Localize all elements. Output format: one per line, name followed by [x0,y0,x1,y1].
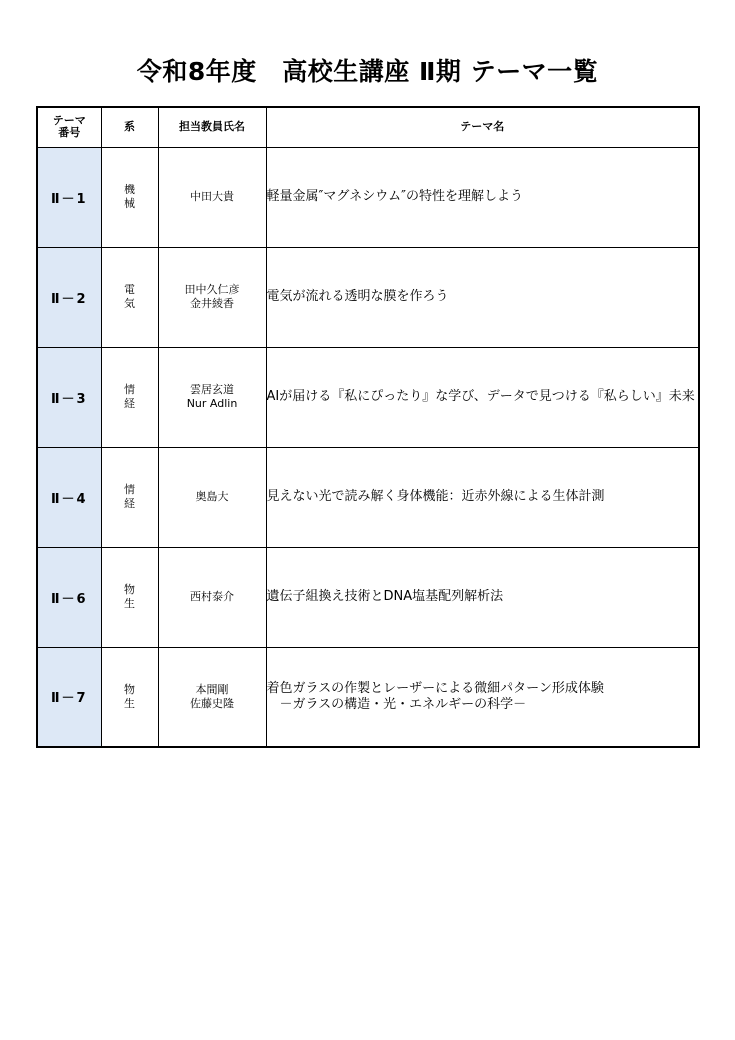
teacher-name: 西村泰介 [190,590,234,603]
kei-cell [101,147,158,247]
page-title: 令和8年度 高校生講座 Ⅱ期 テーマ一覧 [136,57,599,86]
kei-char: 物 [124,682,135,696]
teacher-cell [158,447,266,547]
table-row [37,347,699,447]
teacher-cell [158,247,266,347]
header-theme-name: テーマ名 [266,107,699,147]
kei-char: 機 [124,183,135,196]
header-theme-number-line1: テーマ [52,114,86,128]
header-row [37,107,699,147]
kei-char: 物 [124,583,135,596]
kei-char: 生 [124,696,135,710]
theme-name-cell [266,347,699,447]
teacher-name: 田中久仁彦 [184,283,240,296]
kei-cell [101,247,158,347]
theme-name-line: 電気が流れる透明な膜を作ろう [266,289,449,304]
theme-number-cell: Ⅱ－6 [37,547,101,647]
kei-char: 情 [124,483,135,496]
table-row [37,647,699,747]
kei-cell [101,347,158,447]
teacher-name: 金井綾香 [190,297,234,310]
theme-name-cell [266,647,699,747]
kei-cell [101,447,158,547]
teacher-name: 本間剛 [195,682,229,696]
teacher-name: 奥島大 [195,490,229,503]
table-row [37,147,699,247]
teacher-cell [158,547,266,647]
kei-char: 電 [124,283,135,296]
teacher-name: 中田大貴 [190,190,234,203]
kei-char: 気 [124,297,135,310]
theme-name-cell [266,147,699,247]
kei-char: 経 [124,397,135,410]
theme-number-cell: Ⅱ－2 [37,247,101,347]
teacher-name: 佐藤史隆 [190,696,234,710]
teacher-name: Nur Adlin [186,397,238,410]
theme-number-cell: Ⅱ－1 [37,147,101,247]
theme-number-cell: Ⅱ－7 [37,647,101,747]
theme-name-line: AIが届ける『私にぴったり』な学び、データで見つける『私らしい』未来 [266,389,695,404]
kei-cell [101,547,158,647]
theme-name-line: 遺伝子組換え技術とDNA塩基配列解析法 [266,589,504,604]
teacher-cell [158,347,266,447]
kei-char: 情 [124,383,135,396]
teacher-name: 雲居玄道 [190,383,234,396]
header-theme-number [37,107,101,147]
theme-name-line: －ガラスの構造・光・エネルギーの科学－ [266,696,527,712]
theme-name-line: 軽量金属″マグネシウム″の特性を理解しよう [266,189,523,204]
kei-char: 生 [124,597,135,610]
theme-table [36,106,700,748]
teacher-cell [158,647,266,747]
kei-char: 経 [124,497,135,510]
theme-name-cell [266,547,699,647]
theme-name-line: 見えない光で読み解く身体機能：近赤外線による生体計測 [266,489,605,504]
theme-name-cell [266,247,699,347]
theme-number-cell: Ⅱ－4 [37,447,101,547]
table-row [37,247,699,347]
kei-cell [101,647,158,747]
theme-name-line: 着色ガラスの作製とレーザーによる微細パターン形成体験 [266,680,604,696]
table-row [37,547,699,647]
theme-number-cell: Ⅱ－3 [37,347,101,447]
header-theme-number-line2: 番号 [58,126,81,140]
teacher-cell [158,147,266,247]
theme-name-cell [266,447,699,547]
header-teacher: 担当教員氏名 [158,107,266,147]
kei-char: 械 [124,197,135,210]
table-row [37,447,699,547]
header-kei: 系 [101,107,158,147]
